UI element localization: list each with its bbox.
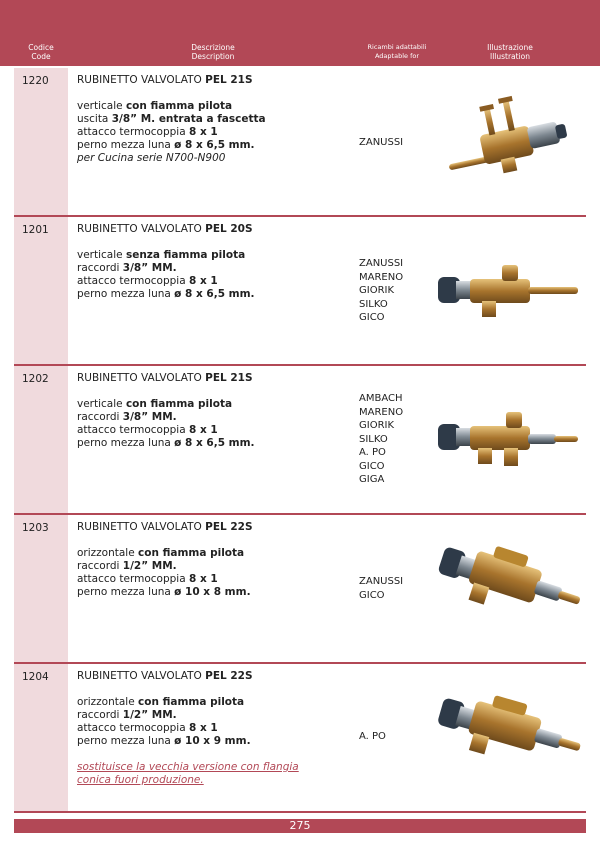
brand-list xyxy=(359,575,403,602)
product-code: 1202 xyxy=(22,373,49,385)
table-row xyxy=(14,68,586,217)
spec-note: per Cucina serie N700-N900 xyxy=(77,152,226,164)
spec-line: raccordi 1/2” MM. xyxy=(77,560,177,572)
spec-line: raccordi 3/8” MM. xyxy=(77,262,177,274)
brand: MARENO xyxy=(359,271,404,283)
spec-line: attacco termocoppia 8 x 1 xyxy=(77,722,218,734)
spec-line: uscita 3/8” M. entrata a fascetta xyxy=(77,113,266,125)
brand: SILKO xyxy=(359,433,388,445)
description xyxy=(77,372,357,450)
spec-line: verticale senza fiamma pilota xyxy=(77,249,246,261)
brand: ZANUSSI xyxy=(359,576,404,587)
product-code: 1201 xyxy=(22,224,49,236)
code-cell xyxy=(14,664,68,811)
spec-line: orizzontale con fiamma pilota xyxy=(77,547,245,559)
spec-line: raccordi 3/8” MM. xyxy=(77,411,177,423)
code-cell xyxy=(14,68,68,215)
description xyxy=(77,74,357,165)
description xyxy=(77,223,357,301)
valve-image xyxy=(432,235,582,345)
spec-line: verticale con fiamma pilota xyxy=(77,398,233,410)
brand-list xyxy=(359,257,403,325)
spec-line: verticale con fiamma pilota xyxy=(77,100,233,112)
table-row xyxy=(14,217,586,366)
replacement-note: conica fuori produzione. xyxy=(77,774,204,786)
replacement-note: sostituisce la vecchia versione con flangia xyxy=(77,761,299,773)
spec-line: attacco termocoppia 8 x 1 xyxy=(77,275,218,287)
spec-line: attacco termocoppia 8 x 1 xyxy=(77,424,218,436)
brand: GICO xyxy=(359,460,385,472)
brand: GIGA xyxy=(359,474,385,485)
description xyxy=(77,521,357,599)
brand: A. PO xyxy=(359,447,386,458)
brand-list xyxy=(359,730,386,744)
valve-image xyxy=(432,86,582,196)
brand: GIORIK xyxy=(359,420,395,431)
brand-list xyxy=(359,136,403,150)
spec-line: perno mezza luna ø 8 x 6,5 mm. xyxy=(77,139,255,151)
product-title: RUBINETTO VALVOLATO PEL 22S xyxy=(77,670,253,682)
product-title: RUBINETTO VALVOLATO PEL 22S xyxy=(77,521,253,533)
code-cell xyxy=(14,515,68,662)
table-row xyxy=(14,366,586,515)
spec-line: perno mezza luna ø 8 x 6,5 mm. xyxy=(77,437,255,449)
product-code: 1203 xyxy=(22,522,49,534)
code-cell xyxy=(14,217,68,364)
brand: MARENO xyxy=(359,406,404,418)
product-code: 1204 xyxy=(22,671,49,683)
header-code: Codice Code xyxy=(28,43,54,61)
spec-line: orizzontale con fiamma pilota xyxy=(77,696,245,708)
table-row xyxy=(14,664,586,813)
brand: AMBACH xyxy=(359,393,403,404)
spec-line: perno mezza luna ø 10 x 9 mm. xyxy=(77,735,251,747)
valve-image xyxy=(432,682,582,792)
header-description: Descrizione Description xyxy=(191,43,235,61)
brand: ZANUSSI xyxy=(359,137,404,148)
table-row xyxy=(14,515,586,664)
brand: GIORIK xyxy=(359,285,395,296)
page-footer xyxy=(14,819,586,833)
description xyxy=(77,670,357,787)
spec-line: raccordi 1/2” MM. xyxy=(77,709,177,721)
page-number: 275 xyxy=(289,819,311,832)
brand: SILKO xyxy=(359,298,388,310)
spec-line: perno mezza luna ø 10 x 8 mm. xyxy=(77,586,251,598)
product-title: RUBINETTO VALVOLATO PEL 21S xyxy=(77,74,253,86)
product-code: 1220 xyxy=(22,75,49,87)
valve-image xyxy=(432,533,582,643)
table-header xyxy=(0,0,600,66)
header-illustration: Illustrazione Illustration xyxy=(487,43,533,61)
brand: ZANUSSI xyxy=(359,258,404,269)
header-adaptable: Ricambi adattabili Adaptable for xyxy=(367,43,427,60)
product-title: RUBINETTO VALVOLATO PEL 21S xyxy=(77,372,253,384)
product-title: RUBINETTO VALVOLATO PEL 20S xyxy=(77,223,253,235)
brand: A. PO xyxy=(359,731,386,742)
spec-line: attacco termocoppia 8 x 1 xyxy=(77,573,218,585)
spec-line: perno mezza luna ø 8 x 6,5 mm. xyxy=(77,288,255,300)
brand: GICO xyxy=(359,312,385,323)
valve-image xyxy=(432,384,582,494)
brand: GICO xyxy=(359,589,385,601)
spec-line: attacco termocoppia 8 x 1 xyxy=(77,126,218,138)
code-cell xyxy=(14,366,68,513)
brand-list xyxy=(359,392,403,487)
